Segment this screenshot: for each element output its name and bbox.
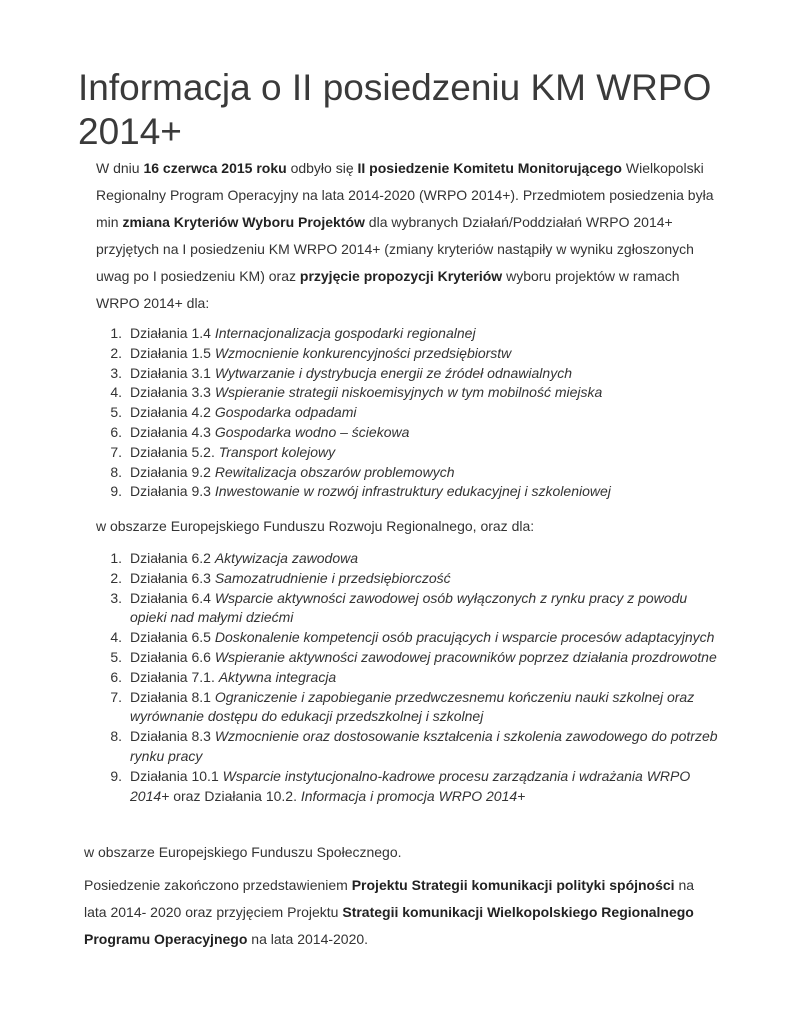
list-item: 8. Działania 9.2 Rewitalizacja obszarów problemowych [110,463,455,480]
list-item: 7. Działania 5.2. Transport kolejowy [110,443,336,460]
list-item: 6. Działania 4.3 Gospodarka wodno – ściekowa [110,423,410,440]
list-item: 5. Działania 6.6 Wspieranie aktywności zawodowej pracowników poprzez działania prozdrowotne [110,648,717,665]
closing-text-3: na lata 2014-2020. [247,931,369,947]
list-item: 4. Działania 3.3 Wspieranie strategii niskoemisyjnych w tym mobilność miejska [110,384,603,401]
intro-paragraph [96,155,716,317]
closing-text-1: Posiedzenie zakończono przedstawieniem [84,877,352,893]
intro-text-2: odbyło się [286,160,358,176]
closing-text-2: na lata 2014- 2020 oraz przyjęciem Projektu [84,877,695,920]
list-item: 3. Działania 6.4 Wsparcie aktywności zawodowej osób wyłączonych z rynku pracy z powodu opieki nad małymi dziećmi [110,589,688,626]
intro-text-1: W dniu [96,160,144,176]
list-item: 3. Działania 3.1 Wytwarzanie i dystrybucja energii ze źródeł odnawialnych [110,364,572,381]
list-item: 9. Działania 10.1 Wsparcie instytucjonalno-kadrowe procesu zarządzania i wdrażania WRPO 2014+ oraz Działania 10.2. Informacja i promocja WRPO 2014+ [110,767,691,804]
page-title: Informacja o II posiedzeniu KM WRPO 2014+ [78,67,712,152]
efs-scope-text: w obszarze Europejskiego Funduszu Społecznego. [84,844,402,860]
list-item: 9. Działania 9.3 Inwestowanie w rozwój infrastruktury edukacyjnej i szkoleniowej [110,483,611,500]
list-item: 2. Działania 1.5 Wzmocnienie konkurencyjności przedsiębiorstw [110,344,512,361]
intro-text-5: wyboru projektów w ramach WRPO 2014+ dla: [96,268,680,311]
list-item: 1. Działania 6.2 Aktywizacja zawodowa [110,550,358,566]
list-item: 4. Działania 6.5 Doskonalenie kompetencji osób pracujących i wsparcie procesów adaptacyjnych [110,629,715,646]
closing-strategy-project: Projektu Strategii komunikacji polityki spójności [351,877,675,893]
intro-date: 16 czerwca 2015 roku [143,160,287,176]
list-item: 1. Działania 1.4 Internacjonalizacja gospodarki regionalnej [110,325,476,341]
list-item: 7. Działania 8.1 Ograniczenie i zapobieganie przedwczesnemu kończeniu nauki szkolnej oraz wyrównanie dostępu do edukacji przedszkolnej i szkolnej [110,688,695,725]
intro-committee: II posiedzenie Komitetu Monitorującego [357,160,622,176]
closing-paragraph [84,872,714,953]
list-item: 5. Działania 4.2 Gospodarka odpadami [110,404,357,421]
closing-communication-strategy: Strategii komunikacji Wielkopolskiego Regionalnego Programu Operacyjnego [84,904,694,947]
intro-text-3: Wielkopolski Regionalny Program Operacyjny na lata 2014-2020 (WRPO 2014+). Przedmiotem posiedzenia była min [96,160,714,230]
list-item: 8. Działania 8.3 Wzmocnienie oraz dostosowanie kształcenia i szkolenia zawodowego do potrzeb rynku pracy [110,728,718,764]
intro-criteria-adoption: przyjęcie propozycji Kryteriów [299,268,503,284]
intro-criteria-change: zmiana Kryteriów Wyboru Projektów [122,214,365,230]
efs-actions-list [100,549,720,806]
efrr-scope-text: w obszarze Europejskiego Funduszu Rozwoju Regionalnego, oraz dla: [96,518,535,534]
efrr-actions-list [100,324,720,502]
list-item: 6. Działania 7.1. Aktywna integracja [110,668,337,685]
intro-text-4: dla wybranych Działań/Poddziałań WRPO 2014+ przyjętych na I posiedzeniu KM WRPO 2014+ (zmiany kryteriów nastąpiły w wyniku zgłoszonych uwag po I posiedzeniu KM) oraz [96,214,694,284]
list-item: 2. Działania 6.3 Samozatrudnienie i przedsiębiorczość [110,569,451,586]
